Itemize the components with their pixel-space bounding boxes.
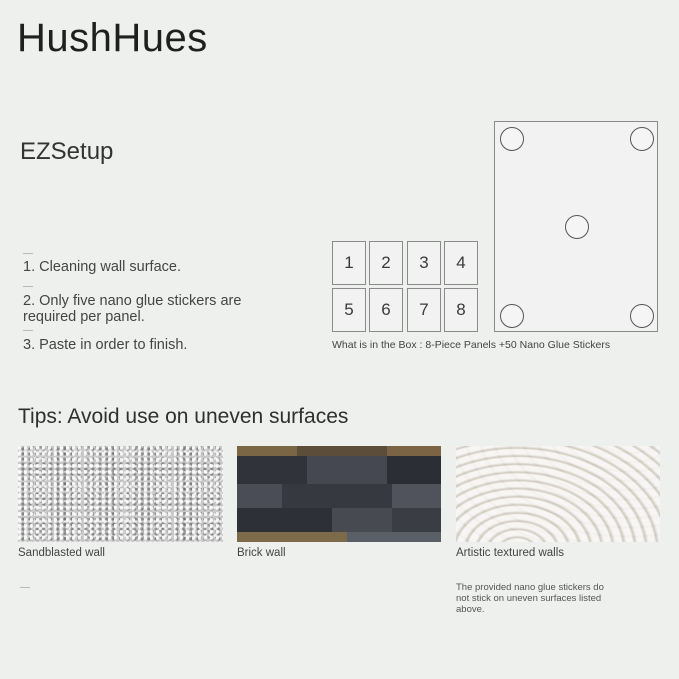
- panel-tile-7: 7: [407, 288, 441, 332]
- panel-tile-8: 8: [444, 288, 478, 332]
- panel-tile-5: 5: [332, 288, 366, 332]
- setup-step-3: 3. Paste in order to finish.: [23, 337, 188, 353]
- setup-step-2: 2. Only five nano glue stickers are required per panel.: [23, 293, 242, 325]
- divider: [23, 253, 33, 254]
- glue-sticker-icon: [500, 127, 524, 151]
- setup-title: EZSetup: [20, 138, 114, 165]
- glue-sticker-icon: [500, 304, 524, 328]
- sandblasted-wall-caption: Sandblasted wall: [18, 547, 105, 559]
- panel-tile-4: 4: [444, 241, 478, 285]
- panel-tile-1: 1: [332, 241, 366, 285]
- glue-sticker-icon: [565, 215, 589, 239]
- artistic-textured-wall-image: [456, 446, 660, 542]
- artistic-wall-caption: Artistic textured walls: [456, 547, 565, 559]
- setup-step-1: 1. Cleaning wall surface.: [23, 259, 181, 275]
- brand-logo: HushHues: [17, 16, 208, 60]
- glue-warning-note: The provided nano glue stickers do not stick on uneven surfaces listed above.: [456, 582, 604, 615]
- glue-sticker-icon: [630, 127, 654, 151]
- panel-tile-3: 3: [407, 241, 441, 285]
- box-contents-caption: What is in the Box : 8-Piece Panels +50 Nano Glue Stickers: [332, 339, 611, 351]
- panel-tile-2: 2: [369, 241, 403, 285]
- divider: [23, 286, 33, 287]
- glue-sticker-icon: [630, 304, 654, 328]
- brick-wall-caption: Brick wall: [237, 547, 286, 559]
- brick-wall-image: [237, 446, 441, 542]
- sandblasted-wall-image: [18, 446, 223, 542]
- panel-tile-6: 6: [369, 288, 403, 332]
- tips-title: Tips: Avoid use on uneven surfaces: [18, 405, 349, 428]
- divider: [23, 330, 33, 331]
- divider: [20, 587, 30, 588]
